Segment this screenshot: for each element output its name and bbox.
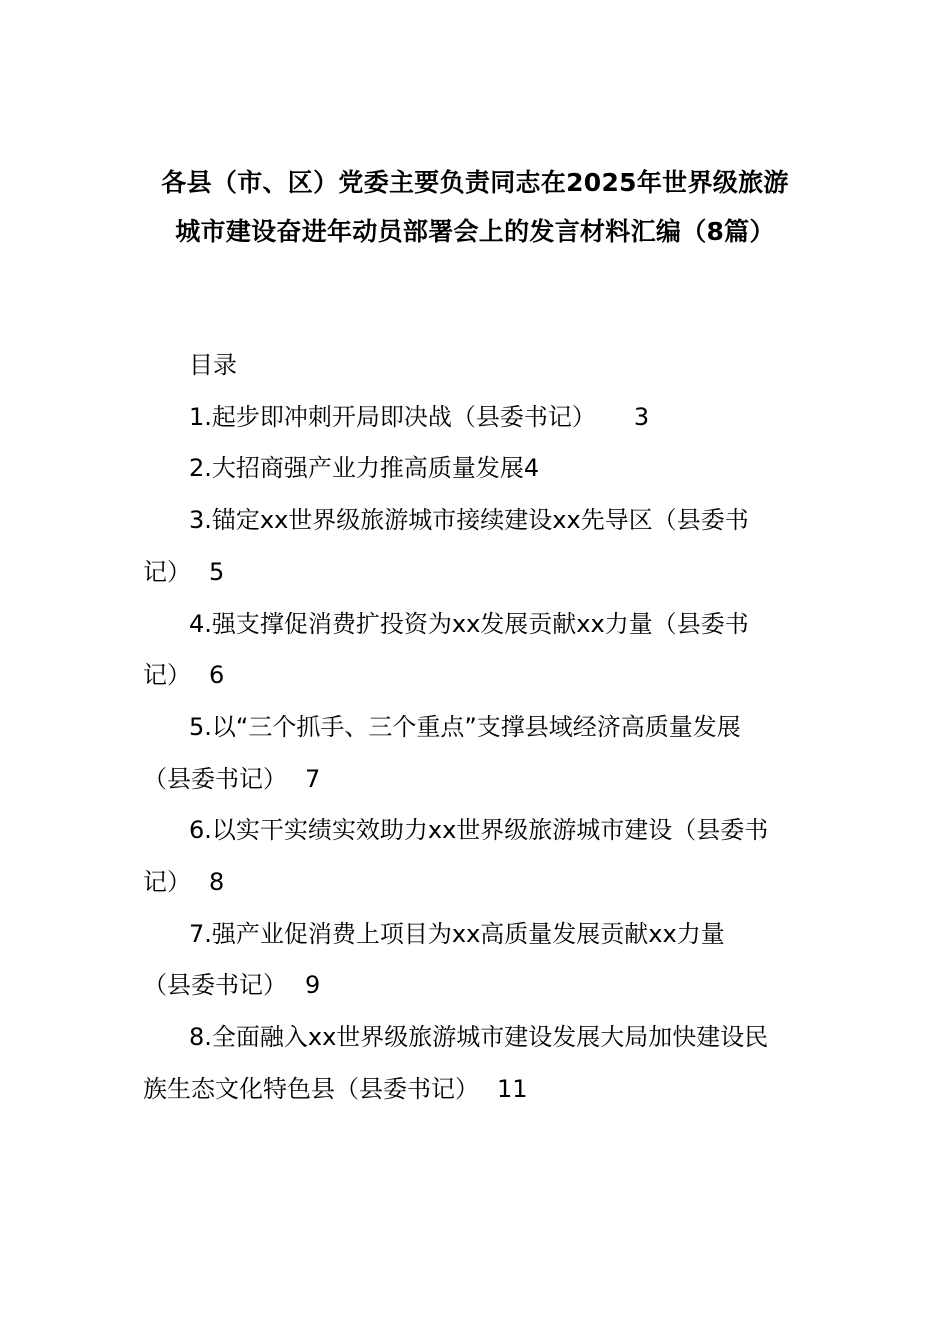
toc-entry-title-cont: 记） — [143, 557, 191, 586]
toc-entry-page: 11 — [497, 1074, 528, 1103]
toc-entry-title-cont: （县委书记） — [143, 971, 287, 1000]
toc-entry-line — [143, 547, 807, 599]
toc-entry-title: 8.全面融入xx世界级旅游城市建设发展大局加快建设民 — [189, 1023, 769, 1052]
toc-entry-title: 1.起步即冲刺开局即决战（县委书记） — [189, 402, 596, 431]
toc-entry-title: 5.以“三个抓手、三个重点”支撑县域经济高质量发展 — [189, 712, 741, 741]
toc-entry-page: 3 — [633, 402, 650, 431]
toc-entry-line — [143, 443, 807, 495]
toc-entry-page: 5 — [209, 557, 225, 586]
toc-entry-title: 2.大招商强产业力推高质量发展 — [189, 454, 524, 483]
toc-entry-title-cont: 记） — [143, 661, 191, 690]
toc-entry-title: 7.强产业促消费上项目为xx高质量发展贡献xx力量 — [189, 919, 725, 948]
toc-entry-page: 4 — [523, 454, 540, 483]
toc-entry-page: 8 — [209, 868, 225, 897]
toc-entry[interactable] — [143, 805, 807, 908]
toc-entry-line — [143, 650, 807, 702]
toc-heading: 目录 — [189, 351, 237, 379]
toc-entry[interactable] — [143, 443, 807, 495]
toc-entry-title-cont: 记） — [143, 868, 191, 897]
toc-entry-title-cont: （县委书记） — [143, 764, 287, 793]
toc-entry-page: 9 — [305, 971, 321, 1000]
toc-entry-title: 3.锚定xx世界级旅游城市接续建设xx先导区（县委书 — [189, 506, 749, 535]
title-line-2: 城市建设奋进年动员部署会上的发言材料汇编（8篇） — [175, 217, 775, 246]
toc-entry[interactable] — [143, 909, 807, 1012]
toc-entry-title-cont: 族生态文化特色县（县委书记） — [143, 1074, 479, 1103]
toc-entry[interactable] — [143, 599, 807, 702]
toc-entry[interactable] — [143, 392, 807, 444]
table-of-contents — [143, 340, 807, 1116]
title-line-1: 各县（市、区）党委主要负责同志在2025年世界级旅游 — [161, 168, 789, 197]
toc-entry-page: 6 — [209, 661, 225, 690]
toc-entry-line — [143, 392, 807, 444]
toc-entry-line — [143, 1064, 807, 1116]
document-title — [140, 158, 810, 256]
toc-entry-title: 6.以实干实绩实效助力xx世界级旅游城市建设（县委书 — [189, 816, 769, 845]
toc-entry-line — [143, 960, 807, 1012]
toc-entry-line — [143, 857, 807, 909]
toc-entry-title: 4.强支撑促消费扩投资为xx发展贡献xx力量（县委书 — [189, 609, 749, 638]
toc-entry-page: 7 — [305, 764, 321, 793]
toc-entry-line — [143, 754, 807, 806]
toc-entry[interactable] — [143, 1012, 807, 1115]
toc-entry[interactable] — [143, 702, 807, 805]
toc-entry[interactable] — [143, 495, 807, 598]
